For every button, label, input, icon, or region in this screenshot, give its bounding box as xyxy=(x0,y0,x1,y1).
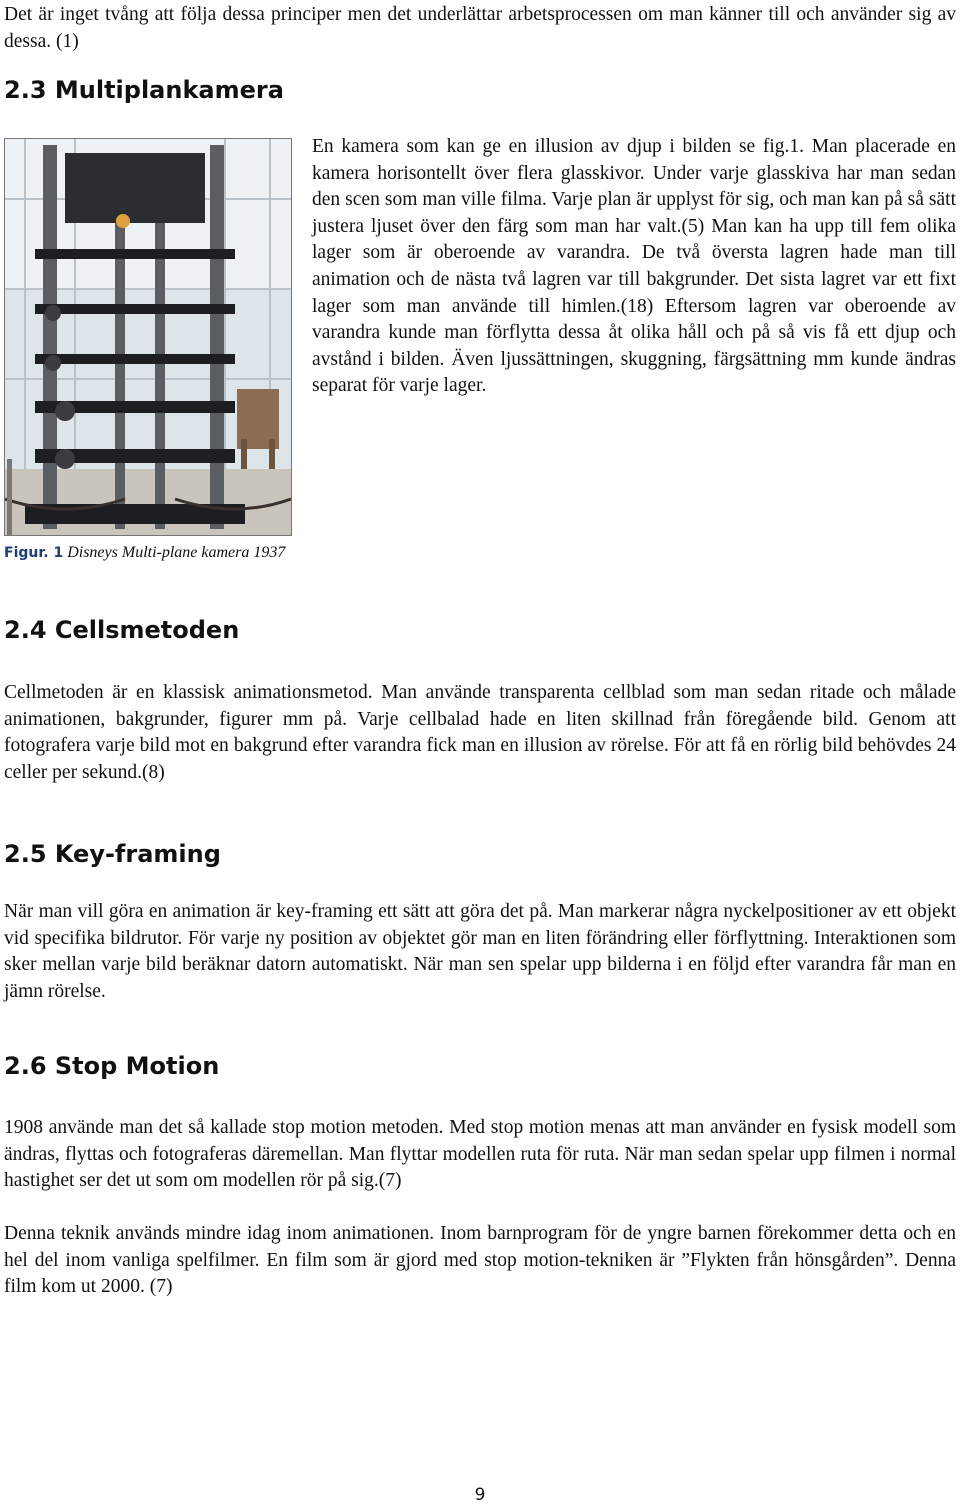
section-heading-key-framing: 2.5 Key-framing xyxy=(4,840,221,868)
section-heading-cellsmetoden: 2.4 Cellsmetoden xyxy=(4,616,240,644)
multiplane-paragraph: En kamera som kan ge en illusion av djup i bilden se fig.1. Man placerade en kamera horisontellt över flera glasskivor. Under varje glasskiva har man sedan den scen som man ville filma. Varje plan är upplyst för sig, och man kan på så sätt justera ljuset över den färg som man har valt.(5) Man kan ha upp till fem olika lager som är oberoende av varandra. De två översta lagren hade man till animation och de nästa två lagren var till bakgrunder. Det sista lagret var ett fixt lager som man använde till himlen.(18) Eftersom lagren var oberoende av varandra kunde man förflytta dessa åt olika håll och på så vis få ett djup och avstånd i bilden. Även ljussättningen, skuggning, färgsättning mm kunde ändras separat för varje lager. xyxy=(312,136,956,397)
figure-caption xyxy=(4,544,285,562)
cellsmetoden-paragraph: Cellmetoden är en klassisk animationsmetod. Man använde transparenta cellblad som man sedan ritade och målade animationen, bakgrunder, figurer mm på. Varje cellbalad hade en liten skillnad från föregående bild. Genom att fotografera varje bild mot en bakgrund efter varandra fick man en illusion av rörelse. För att få en rörlig bild behövdes 24 celler per sekund.(8) xyxy=(4,682,956,783)
section-heading-multiplankamera: 2.3 Multiplankamera xyxy=(4,76,284,104)
figure-caption-text: Disneys Multi-plane kamera 1937 xyxy=(67,544,286,561)
page-number: 9 xyxy=(474,1485,486,1505)
stop-motion-paragraph-1: 1908 använde man det så kallade stop motion metoden. Med stop motion menas att man använder en fysisk modell som ändras, flyttas och fotograferas däremellan. Man flyttar modellen ruta för ruta. När man sedan spelar upp filmen i normal hastighet ser det ut som om modellen rör på sig.(7) xyxy=(4,1117,956,1191)
figure-label: Figur. 1 xyxy=(4,545,64,561)
key-framing-paragraph: När man vill göra en animation är key-framing ett sätt att göra det på. Man markerar några nyckelpositioner av ett objekt vid specifika bildrutor. För varje ny position av objektet gör man en liten förändring eller förflyttning. Interaktionen som sker mellan varje bild beräknar datorn automatiskt. När man sen spelar upp bilderna i en följd efter varandra får man en jämn rörelse. xyxy=(4,901,956,1002)
stop-motion-paragraph-2: Denna teknik används mindre idag inom animationen. Inom barnprogram för de yngre barnen förekommer detta och en hel del inom vanliga spelfilmer. En film som är gjord med stop motion-tekniken är ”Flykten från hönsgården”. Denna film kom ut 2000. (7) xyxy=(4,1223,956,1297)
section-heading-stop-motion: 2.6 Stop Motion xyxy=(4,1052,220,1080)
intro-paragraph: Det är inget tvång att följa dessa principer men det underlättar arbetsprocessen om man känner till och använder sig av dessa. (1) xyxy=(4,4,956,52)
multiplane-camera-photo xyxy=(4,138,292,536)
